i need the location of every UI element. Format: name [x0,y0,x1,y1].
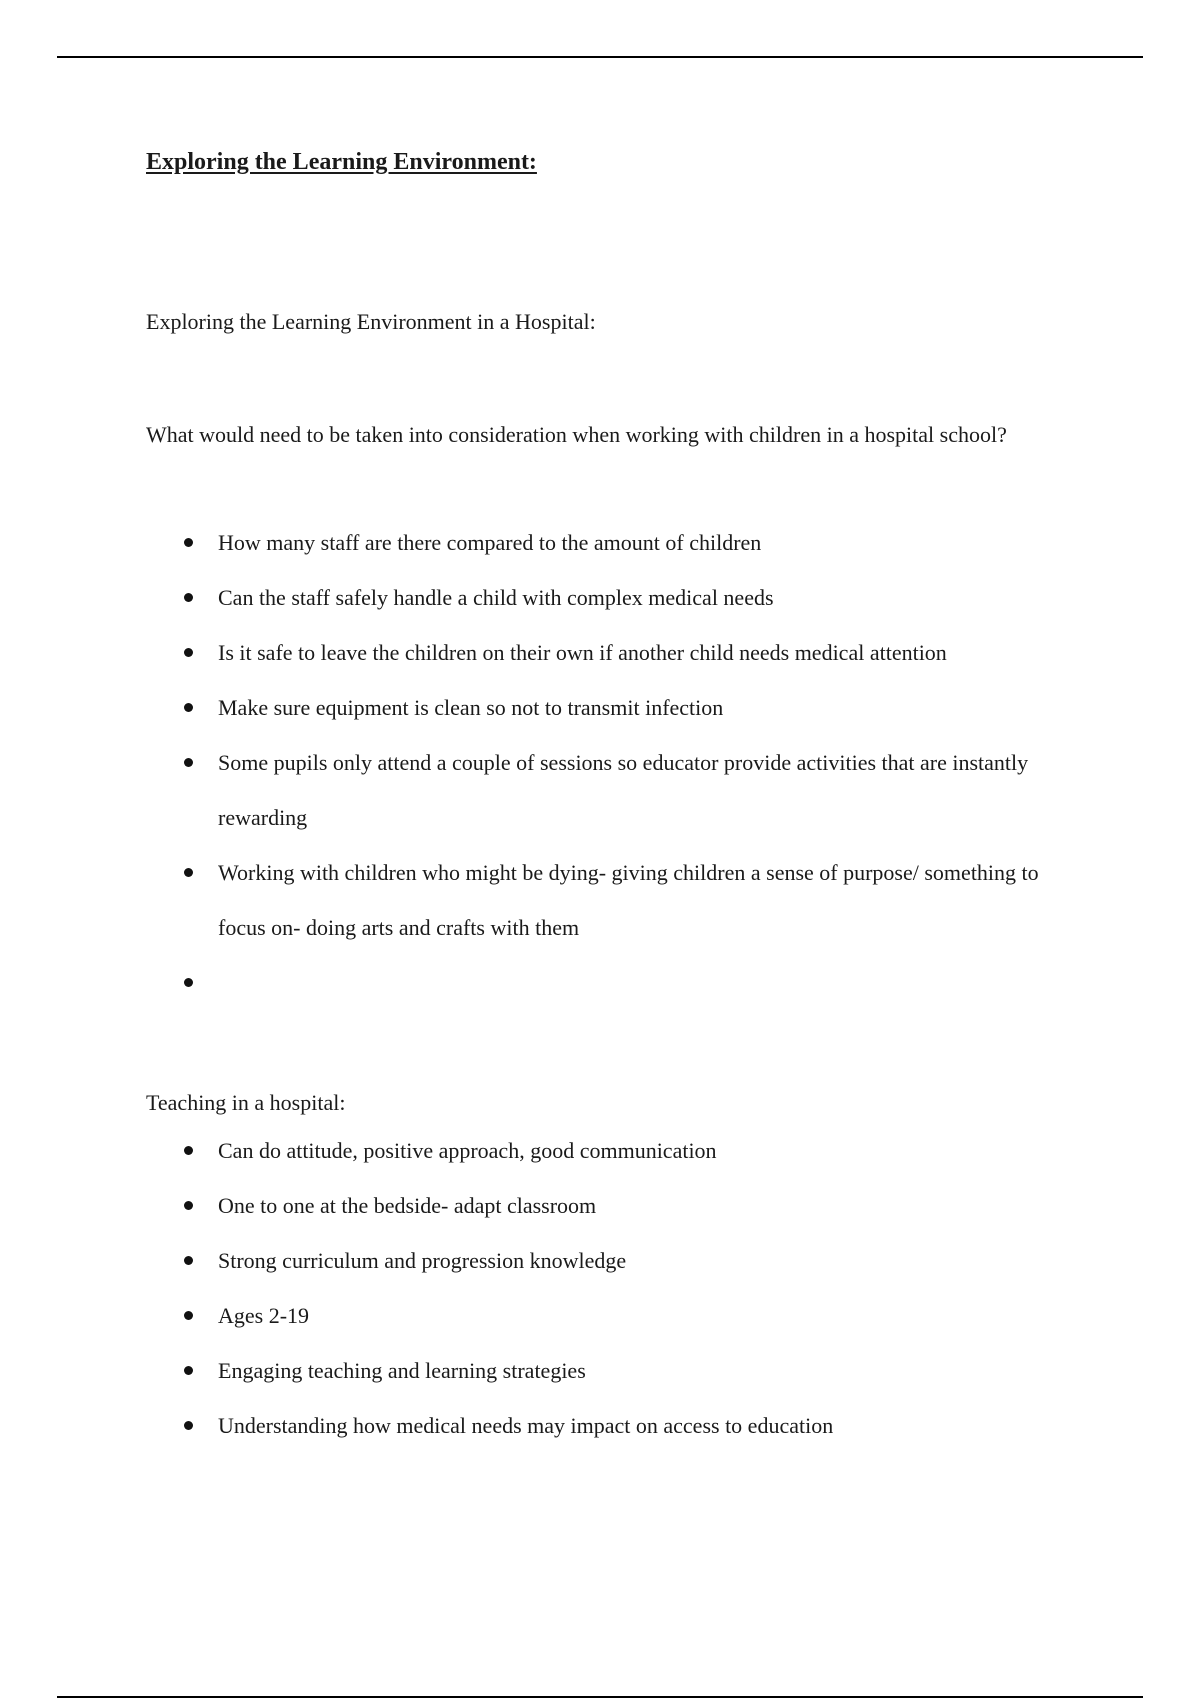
bullet-icon [184,538,193,547]
list-item [146,1233,1046,1288]
bullet-icon [184,978,193,987]
bullet-icon [184,703,193,712]
list-item [146,680,1046,735]
bullet-icon [184,1421,193,1430]
list-item [146,1178,1046,1233]
list-item [146,1288,1046,1343]
list-item-text: Make sure equipment is clean so not to transmit infection [218,695,724,720]
list-item [146,570,1046,625]
list-item-text: Some pupils only attend a couple of sessions so educator provide activities that are instantly rewarding [218,750,1029,830]
list-item-text: Can the staff safely handle a child with complex medical needs [218,585,774,610]
list-item-empty [146,955,1046,1010]
list-item [146,735,1046,845]
bullet-icon [184,1201,193,1210]
document-title: Exploring the Learning Environment: [146,149,537,175]
bullet-icon [184,868,193,877]
list-item-text: Ages 2-19 [218,1303,310,1328]
list-item [146,625,1046,680]
list-item-text: One to one at the bedside- adapt classroom [218,1193,597,1218]
list-item-text: Understanding how medical needs may impact on access to education [218,1413,834,1438]
teaching-points-list [146,1138,1046,1453]
list-item [146,1123,1046,1178]
list-item-text: Can do attitude, positive approach, good communication [218,1138,717,1163]
bullet-icon [184,1366,193,1375]
bullet-icon [184,758,193,767]
list-item [146,1398,1046,1453]
list-item [146,845,1046,955]
bullet-icon [184,593,193,602]
list-item-text: How many staff are there compared to the amount of children [218,530,762,555]
question-paragraph: What would need to be taken into consideration when working with children in a hospital school? [146,422,1007,447]
list-item-text: Strong curriculum and progression knowledge [218,1248,627,1273]
bullet-icon [184,648,193,657]
bullet-icon [184,1256,193,1265]
teaching-heading: Teaching in a hospital: [146,1090,346,1115]
intro-heading: Exploring the Learning Environment in a Hospital: [146,309,596,334]
bullet-icon [184,1146,193,1155]
list-item [146,1343,1046,1398]
bullet-icon [184,1311,193,1320]
list-item-text: Working with children who might be dying- giving children a sense of purpose/ something to focus on- doing arts and crafts with them [218,860,1039,940]
list-item-text: Is it safe to leave the children on their own if another child needs medical attention [218,640,947,665]
list-item-text: Engaging teaching and learning strategies [218,1358,586,1383]
header-rule [57,56,1143,58]
list-item [146,515,1046,570]
footer-rule [57,1696,1143,1698]
considerations-list [146,530,1046,1010]
